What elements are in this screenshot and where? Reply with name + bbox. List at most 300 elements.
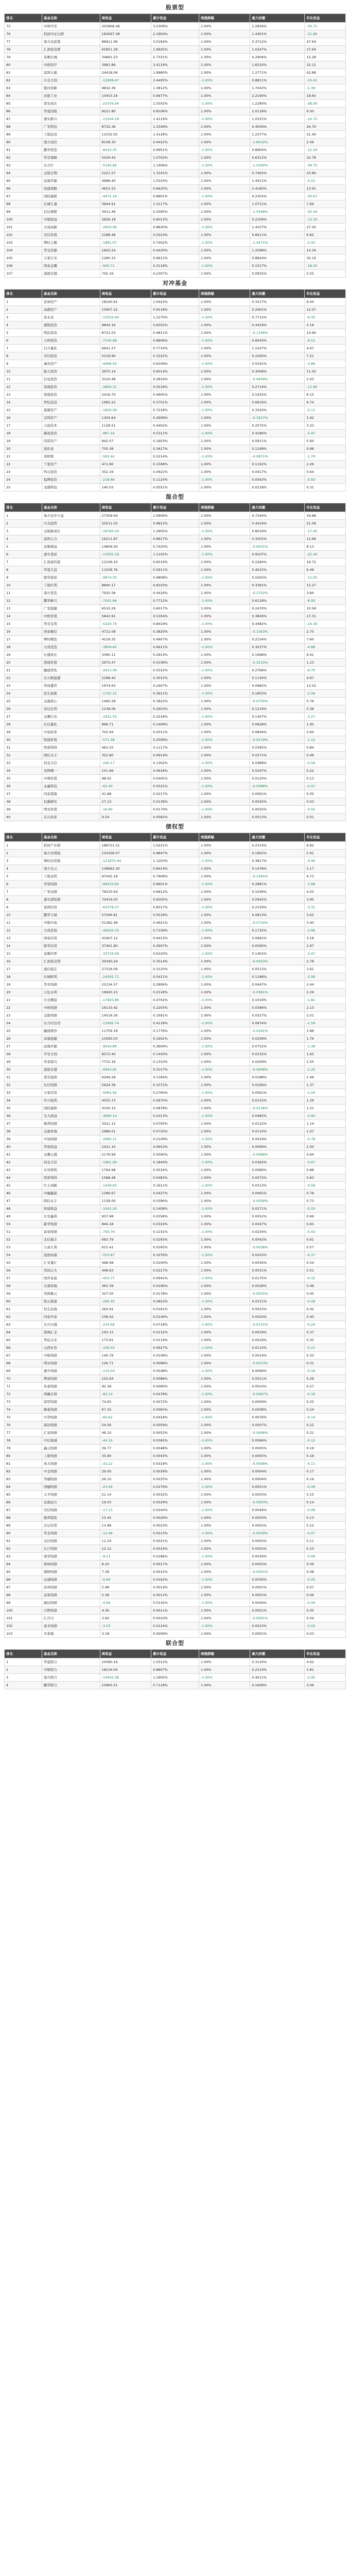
table-cell: 11 [5, 376, 42, 383]
table-cell: 34 [5, 767, 42, 775]
column-header[interactable]: 累计收益 [151, 503, 199, 512]
table-row[interactable] [5, 935, 346, 942]
table-row[interactable] [5, 597, 346, 605]
table-row[interactable] [5, 1537, 346, 1545]
table-cell: 80 [5, 61, 42, 69]
table-row[interactable] [5, 698, 346, 705]
table-row[interactable] [5, 1035, 346, 1043]
table-row[interactable] [5, 806, 346, 814]
table-row[interactable] [5, 528, 346, 535]
table-row[interactable] [5, 1050, 346, 1058]
table-cell: 千象资产 [42, 461, 100, 468]
table-cell: 15.42 [100, 1514, 151, 1522]
table-row[interactable] [5, 1483, 346, 1491]
table-row[interactable] [5, 61, 346, 69]
table-row[interactable] [5, 314, 346, 321]
column-header[interactable]: 最大回撤 [250, 14, 305, 23]
table-row[interactable] [5, 1514, 346, 1522]
table-cell: 2188.48 [100, 231, 151, 239]
table-row[interactable] [5, 636, 346, 643]
table-row[interactable] [5, 574, 346, 582]
table-row[interactable] [5, 1074, 346, 1081]
table-row[interactable] [5, 904, 346, 911]
table-row[interactable] [5, 1336, 346, 1344]
table-row[interactable] [5, 1012, 346, 1020]
table-cell: 1.0423% [151, 298, 199, 306]
table-row[interactable] [5, 1228, 346, 1236]
table-row[interactable] [5, 798, 346, 806]
table-row[interactable] [5, 1259, 346, 1267]
table-row[interactable] [5, 1290, 346, 1298]
table-row[interactable] [5, 422, 346, 430]
table-cell: 0.73 [305, 1197, 346, 1205]
table-cell: 3 [5, 314, 42, 321]
table-cell: 汇添富价值 [42, 558, 100, 566]
table-row[interactable] [5, 520, 346, 528]
table-row[interactable] [5, 1120, 346, 1128]
table-row[interactable] [5, 321, 346, 329]
table-row[interactable] [5, 950, 346, 958]
table-row[interactable] [5, 100, 346, 108]
table-row[interactable] [5, 484, 346, 492]
column-header[interactable]: 周收益 [100, 1650, 151, 1658]
table-row[interactable] [5, 767, 346, 775]
table-row[interactable] [5, 1267, 346, 1275]
table-row[interactable] [5, 1221, 346, 1228]
table-row[interactable] [5, 1136, 346, 1143]
table-row[interactable] [5, 1344, 346, 1352]
table-row[interactable] [5, 468, 346, 476]
table-row[interactable] [5, 613, 346, 620]
table-row[interactable] [5, 376, 346, 383]
table-row[interactable] [5, 1205, 346, 1213]
table-cell: 华润元大 [42, 1267, 100, 1275]
table-row[interactable] [5, 911, 346, 919]
table-cell: -0.09 [305, 1483, 346, 1491]
table-row[interactable] [5, 682, 346, 690]
table-row[interactable] [5, 1244, 346, 1251]
table-row[interactable] [5, 1306, 346, 1313]
table-row[interactable] [5, 1666, 346, 1674]
table-row[interactable] [5, 942, 346, 950]
table-row[interactable] [5, 857, 346, 865]
table-cell: 0.0025% [250, 806, 305, 814]
table-cell: -156.43 [100, 1344, 151, 1352]
table-row[interactable] [5, 1682, 346, 1689]
table-row[interactable] [5, 1089, 346, 1097]
table-row[interactable] [5, 298, 346, 306]
table-row[interactable] [5, 177, 346, 185]
column-header[interactable]: 排名 [5, 503, 42, 512]
table-row[interactable] [5, 775, 346, 783]
table-row[interactable] [5, 46, 346, 54]
table-row[interactable] [5, 306, 346, 314]
column-header[interactable]: 周涨跌幅 [199, 14, 250, 23]
table-row[interactable] [5, 30, 346, 38]
table-row[interactable] [5, 337, 346, 345]
table-row[interactable] [5, 23, 346, 30]
table-cell: -1.00% [199, 1414, 250, 1421]
column-header[interactable]: 年化收益 [305, 290, 346, 298]
table-row[interactable] [5, 1174, 346, 1182]
table-row[interactable] [5, 1081, 346, 1089]
table-row[interactable] [5, 1360, 346, 1367]
table-row[interactable] [5, 958, 346, 965]
table-row[interactable] [5, 92, 346, 100]
table-row[interactable] [5, 193, 346, 200]
table-row[interactable] [5, 1658, 346, 1666]
table-cell: 0.0151% [250, 1298, 305, 1306]
column-header[interactable]: 最大回撤 [250, 833, 305, 842]
table-row[interactable] [5, 721, 346, 728]
table-row[interactable] [5, 1499, 346, 1506]
table-row[interactable] [5, 643, 346, 651]
table-cell: 705.38 [100, 445, 151, 453]
table-cell: -240.17 [100, 759, 151, 767]
table-row[interactable] [5, 77, 346, 84]
table-row[interactable] [5, 1020, 346, 1027]
table-row[interactable] [5, 162, 346, 170]
table-row[interactable] [5, 1460, 346, 1468]
table-row[interactable] [5, 1506, 346, 1514]
table-row[interactable] [5, 790, 346, 798]
table-row[interactable] [5, 842, 346, 850]
table-cell: 0.0017% [151, 1561, 199, 1568]
table-row[interactable] [5, 247, 346, 255]
table-cell: 0.0065% [151, 1406, 199, 1414]
table-row[interactable] [5, 1043, 346, 1050]
column-header[interactable]: 周收益 [100, 290, 151, 298]
table-row[interactable] [5, 512, 346, 520]
table-row[interactable] [5, 208, 346, 216]
column-header[interactable]: 年化收益 [305, 503, 346, 512]
table-row[interactable] [5, 360, 346, 368]
table-row[interactable] [5, 1236, 346, 1244]
table-row[interactable] [5, 1275, 346, 1282]
table-row[interactable] [5, 445, 346, 453]
table-row[interactable] [5, 919, 346, 927]
table-row[interactable] [5, 1313, 346, 1321]
table-row[interactable] [5, 783, 346, 790]
table-row[interactable] [5, 1058, 346, 1066]
table-row[interactable] [5, 850, 346, 857]
table-row[interactable] [5, 1607, 346, 1615]
table-row[interactable] [5, 224, 346, 231]
table-row[interactable] [5, 535, 346, 543]
column-header[interactable]: 累计收益 [151, 14, 199, 23]
table-row[interactable] [5, 1391, 346, 1398]
table-row[interactable] [5, 146, 346, 154]
table-cell: 1.2771% [250, 69, 305, 77]
table-cell: 46 [5, 1190, 42, 1197]
table-row[interactable] [5, 1251, 346, 1259]
table-row[interactable] [5, 108, 346, 115]
column-header[interactable]: 最大回撤 [250, 1650, 305, 1658]
table-row[interactable] [5, 1143, 346, 1151]
table-row[interactable] [5, 667, 346, 674]
table-row[interactable] [5, 84, 346, 92]
table-cell: 59 [5, 1290, 42, 1298]
table-row[interactable] [5, 880, 346, 888]
table-row[interactable] [5, 239, 346, 247]
table-row[interactable] [5, 1568, 346, 1576]
column-header[interactable]: 基金名称 [42, 503, 100, 512]
table-row[interactable] [5, 1066, 346, 1074]
table-row[interactable] [5, 628, 346, 636]
table-row[interactable] [5, 896, 346, 904]
fund-table [4, 833, 346, 1638]
table-cell: 0.05 [305, 1607, 346, 1615]
table-row[interactable] [5, 996, 346, 1004]
table-row[interactable] [5, 659, 346, 667]
table-row[interactable] [5, 1421, 346, 1429]
table-row[interactable] [5, 1298, 346, 1306]
table-row[interactable] [5, 1630, 346, 1638]
table-row[interactable] [5, 690, 346, 698]
table-row[interactable] [5, 566, 346, 574]
table-row[interactable] [5, 1414, 346, 1421]
table-row[interactable] [5, 69, 346, 77]
table-cell: 1.00% [199, 1306, 250, 1313]
column-header[interactable]: 排名 [5, 1650, 42, 1658]
table-cell: 0.0020% [250, 1313, 305, 1321]
table-cell: 1.00% [199, 177, 250, 185]
table-cell: 0.4482% [250, 620, 305, 628]
column-header[interactable]: 周收益 [100, 833, 151, 842]
table-row[interactable] [5, 543, 346, 551]
table-row[interactable] [5, 1105, 346, 1112]
table-cell: -1.00% [199, 453, 250, 461]
table-row[interactable] [5, 873, 346, 880]
table-cell: 363.39 [100, 1282, 151, 1290]
table-cell: 1.00% [199, 1499, 250, 1506]
table-cell: 0.06 [305, 1591, 346, 1599]
table-row[interactable] [5, 430, 346, 437]
column-header[interactable]: 周涨跌幅 [199, 503, 250, 512]
column-header[interactable]: 基金名称 [42, 14, 100, 23]
table-row[interactable] [5, 1452, 346, 1460]
table-row[interactable] [5, 1599, 346, 1607]
table-row[interactable] [5, 1352, 346, 1360]
column-header[interactable]: 年化收益 [305, 833, 346, 842]
table-row[interactable] [5, 1182, 346, 1190]
table-row[interactable] [5, 1476, 346, 1483]
table-row[interactable] [5, 981, 346, 989]
table-row[interactable] [5, 736, 346, 744]
table-row[interactable] [5, 1468, 346, 1476]
table-row[interactable] [5, 1112, 346, 1120]
table-cell: 49 [5, 1213, 42, 1221]
table-row[interactable] [5, 1553, 346, 1561]
table-row[interactable] [5, 453, 346, 461]
table-cell: 81 [5, 69, 42, 77]
table-row[interactable] [5, 1429, 346, 1437]
table-row[interactable] [5, 989, 346, 996]
table-row[interactable] [5, 582, 346, 589]
table-cell: 南方成份 [42, 139, 100, 146]
table-row[interactable] [5, 1437, 346, 1445]
table-row[interactable] [5, 1321, 346, 1329]
table-row[interactable] [5, 705, 346, 713]
table-row[interactable] [5, 888, 346, 896]
table-cell: 1.0711% [250, 200, 305, 208]
table-cell: -4406.55 [100, 360, 151, 368]
table-cell: 平安合润 [42, 1050, 100, 1058]
table-row[interactable] [5, 759, 346, 767]
column-header[interactable]: 排名 [5, 290, 42, 298]
column-header[interactable]: 累计收益 [151, 290, 199, 298]
table-row[interactable] [5, 345, 346, 352]
column-header[interactable]: 基金名称 [42, 833, 100, 842]
table-cell: 27 [5, 713, 42, 721]
table-row[interactable] [5, 216, 346, 224]
table-row[interactable] [5, 1190, 346, 1197]
column-header[interactable]: 周涨跌幅 [199, 1650, 250, 1658]
table-row[interactable] [5, 131, 346, 139]
table-row[interactable] [5, 115, 346, 123]
table-row[interactable] [5, 814, 346, 821]
table-row[interactable] [5, 1282, 346, 1290]
table-row[interactable] [5, 651, 346, 659]
table-row[interactable] [5, 620, 346, 628]
column-header[interactable]: 年化收益 [305, 1650, 346, 1658]
table-row[interactable] [5, 123, 346, 131]
table-cell: -1.00% [199, 713, 250, 721]
table-row[interactable] [5, 185, 346, 193]
table-row[interactable] [5, 744, 346, 752]
table-row[interactable] [5, 461, 346, 468]
table-cell: 12 [5, 383, 42, 391]
table-row[interactable] [5, 54, 346, 61]
table-row[interactable] [5, 1213, 346, 1221]
table-cell: 1.00% [199, 888, 250, 896]
table-row[interactable] [5, 262, 346, 270]
table-row[interactable] [5, 1151, 346, 1159]
column-header[interactable]: 基金名称 [42, 1650, 100, 1658]
table-row[interactable] [5, 406, 346, 414]
table-row[interactable] [5, 1367, 346, 1375]
table-row[interactable] [5, 1545, 346, 1553]
table-row[interactable] [5, 1491, 346, 1499]
column-header[interactable]: 累计收益 [151, 833, 199, 842]
table-row[interactable] [5, 1622, 346, 1630]
table-row[interactable] [5, 1004, 346, 1012]
table-row[interactable] [5, 1445, 346, 1452]
column-header[interactable]: 周收益 [100, 503, 151, 512]
column-header[interactable]: 基金名称 [42, 290, 100, 298]
table-cell: 29 [5, 1058, 42, 1066]
table-row[interactable] [5, 38, 346, 46]
table-row[interactable] [5, 1591, 346, 1599]
table-row[interactable] [5, 154, 346, 162]
table-row[interactable] [5, 965, 346, 973]
table-cell: 6249.28 [100, 1074, 151, 1081]
table-row[interactable] [5, 1166, 346, 1174]
column-header[interactable]: 周涨跌幅 [199, 833, 250, 842]
table-row[interactable] [5, 674, 346, 682]
table-cell: -32.22 [100, 1460, 151, 1468]
column-header[interactable]: 周涨跌幅 [199, 290, 250, 298]
table-row[interactable] [5, 255, 346, 262]
column-header[interactable]: 排名 [5, 833, 42, 842]
table-row[interactable] [5, 170, 346, 177]
table-row[interactable] [5, 927, 346, 935]
table-row[interactable] [5, 713, 346, 721]
table-row[interactable] [5, 329, 346, 337]
table-cell: -1.59 [305, 1020, 346, 1027]
table-row[interactable] [5, 1406, 346, 1414]
table-row[interactable] [5, 1530, 346, 1537]
table-row[interactable] [5, 1584, 346, 1591]
table-row[interactable] [5, 752, 346, 759]
table-cell: 45 [5, 1182, 42, 1190]
table-row[interactable] [5, 1027, 346, 1035]
table-row[interactable] [5, 1197, 346, 1205]
table-row[interactable] [5, 1674, 346, 1682]
table-cell: 0.0196% [151, 1282, 199, 1290]
table-row[interactable] [5, 391, 346, 399]
table-row[interactable] [5, 558, 346, 566]
table-row[interactable] [5, 589, 346, 597]
table-row[interactable] [5, 200, 346, 208]
table-row[interactable] [5, 1398, 346, 1406]
table-row[interactable] [5, 352, 346, 360]
table-row[interactable] [5, 973, 346, 981]
table-cell: -1.00% [199, 667, 250, 674]
table-cell: 1.88 [305, 1027, 346, 1035]
table-row[interactable] [5, 368, 346, 376]
table-row[interactable] [5, 728, 346, 736]
table-row[interactable] [5, 270, 346, 278]
column-header[interactable]: 累计收益 [151, 1650, 199, 1658]
table-row[interactable] [5, 1522, 346, 1530]
table-row[interactable] [5, 399, 346, 406]
table-cell: 0.2284% [250, 558, 305, 566]
table-row[interactable] [5, 383, 346, 391]
column-header[interactable]: 最大回撤 [250, 503, 305, 512]
table-row[interactable] [5, 1097, 346, 1105]
table-row[interactable] [5, 1159, 346, 1166]
table-row[interactable] [5, 1128, 346, 1136]
table-row[interactable] [5, 551, 346, 558]
table-cell: 0.0072% [250, 1174, 305, 1182]
table-row[interactable] [5, 1576, 346, 1584]
table-cell: 0.0395% [250, 744, 305, 752]
column-header[interactable]: 年化收益 [305, 14, 346, 23]
column-header[interactable]: 排名 [5, 14, 42, 23]
table-cell: 0.0034% [250, 1553, 305, 1561]
table-row[interactable] [5, 437, 346, 445]
table-row[interactable] [5, 605, 346, 613]
table-row[interactable] [5, 1375, 346, 1383]
table-row[interactable] [5, 414, 346, 422]
table-cell: 70419.05 [100, 896, 151, 904]
column-header[interactable]: 最大回撤 [250, 290, 305, 298]
column-header[interactable]: 周收益 [100, 14, 151, 23]
table-row[interactable] [5, 139, 346, 146]
table-cell: 22 [5, 674, 42, 682]
table-cell: 0.1310% [151, 1058, 199, 1066]
table-row[interactable] [5, 1329, 346, 1336]
table-cell: 0.2470% [250, 605, 305, 613]
table-row[interactable] [5, 1383, 346, 1391]
table-row[interactable] [5, 1561, 346, 1568]
table-row[interactable] [5, 1615, 346, 1622]
table-cell: 2.03 [305, 376, 346, 383]
table-row[interactable] [5, 476, 346, 484]
table-row[interactable] [5, 865, 346, 873]
table-row[interactable] [5, 231, 346, 239]
